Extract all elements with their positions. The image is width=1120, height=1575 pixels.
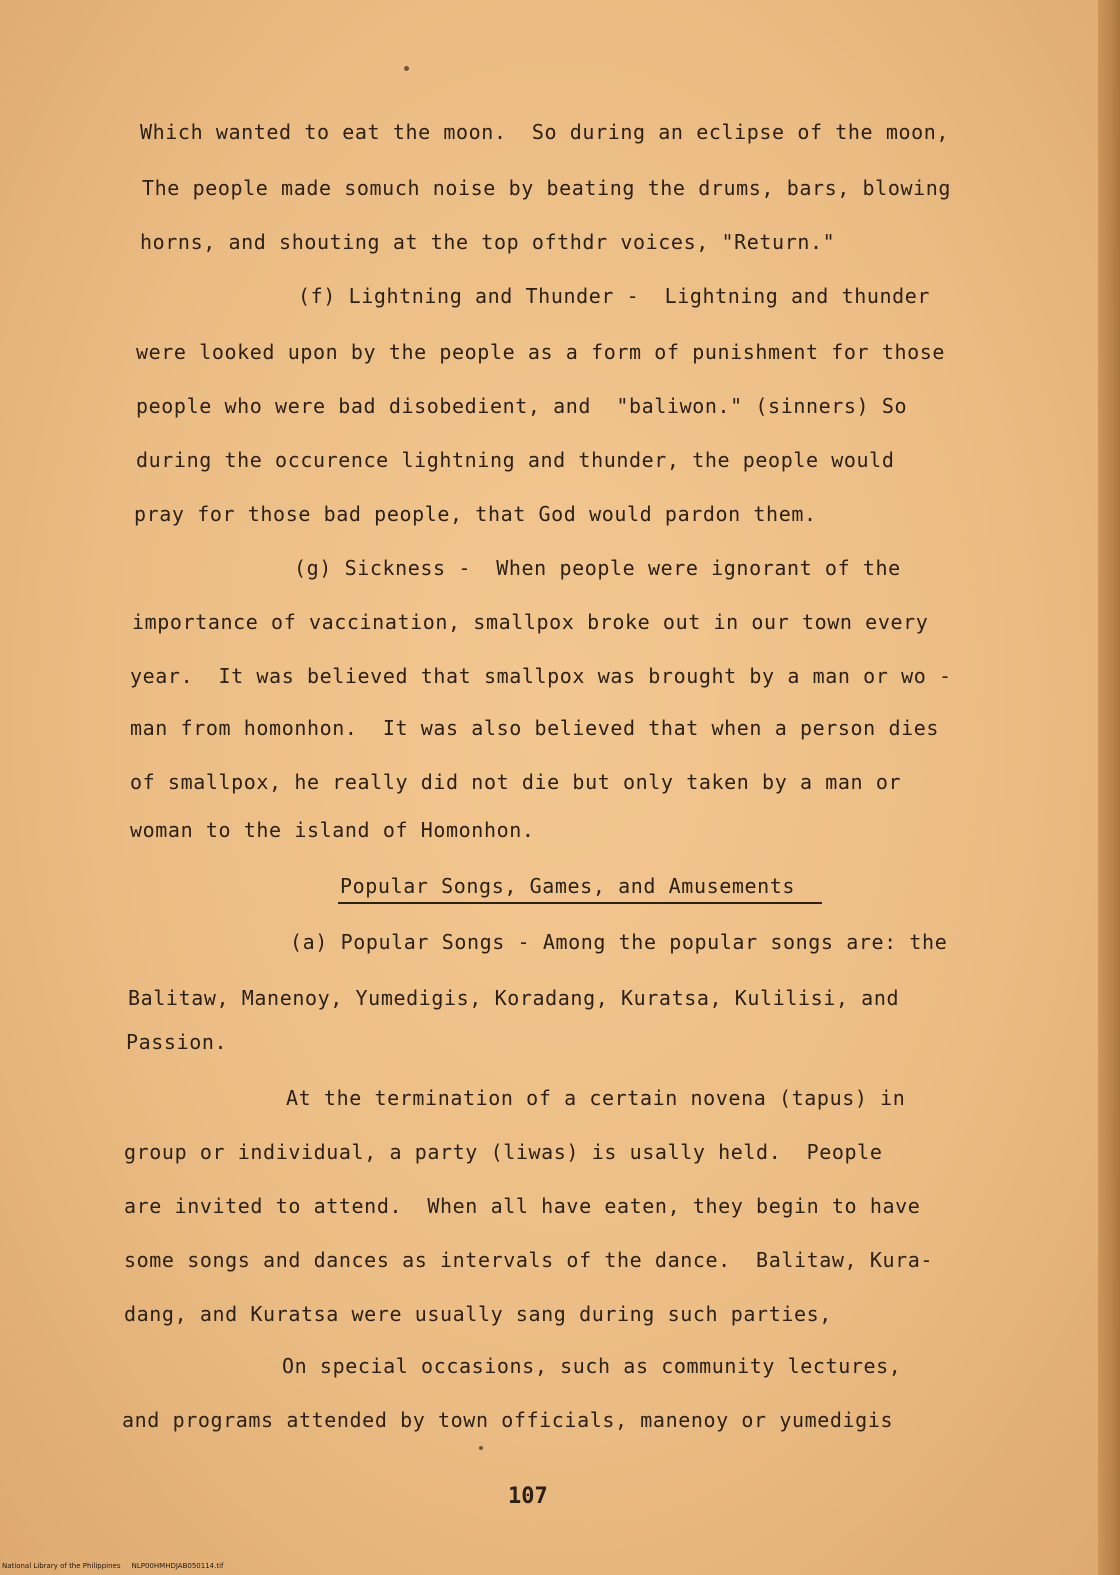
text-line: during the occurence lightning and thunder, the people would (136, 448, 895, 472)
text-line: are invited to attend. When all have eaten, they begin to have (124, 1194, 921, 1218)
text-line: man from homonhon. It was also believed that when a person dies (130, 716, 940, 740)
section-heading: Popular Songs, Games, and Amusements (340, 874, 796, 898)
text-line: Balitaw, Manenoy, Yumedigis, Koradang, Kuratsa, Kulilisi, and (128, 986, 900, 1010)
page-binding-edge (1098, 0, 1120, 1575)
text-line: woman to the island of Homonhon. (130, 818, 535, 842)
text-line: dang, and Kuratsa were usually sang during such parties, (124, 1302, 832, 1326)
text-line: importance of vaccination, smallpox broke out in our town every (132, 610, 929, 634)
text-line: On special occasions, such as community lectures, (282, 1354, 902, 1378)
stray-ink-dot (404, 66, 409, 71)
text-line: pray for those bad people, that God would pardon them. (134, 502, 817, 526)
page-number: 107 (508, 1484, 548, 1509)
text-line: horns, and shouting at the top ofthdr voices, "Return." (140, 230, 836, 254)
text-line: (a) Popular Songs - Among the popular songs are: the (290, 930, 948, 954)
text-line: At the termination of a certain novena (tapus) in (286, 1086, 906, 1110)
text-line: of smallpox, he really did not die but only taken by a man or (130, 770, 902, 794)
text-line: some songs and dances as intervals of the dance. Balitaw, Kura- (124, 1248, 934, 1272)
heading-underline (338, 902, 822, 904)
stray-ink-dot (479, 1446, 483, 1450)
text-line: Which wanted to eat the moon. So during an eclipse of the moon, (140, 120, 950, 144)
text-line: year. It was believed that smallpox was brought by a man or wo - (130, 664, 952, 688)
scan-footer: National Library of the Philippines NLP00HMHDJAB050114.tif (2, 1562, 224, 1570)
text-line: The people made somuch noise by beating the drums, bars, blowing (142, 176, 952, 200)
text-line: people who were bad disobedient, and "baliwon." (sinners) So (136, 394, 908, 418)
text-line: (f) Lightning and Thunder - Lightning and thunder (298, 284, 931, 308)
text-line: and programs attended by town officials, manenoy or yumedigis (122, 1408, 894, 1432)
text-line: Passion. (126, 1030, 228, 1054)
text-line: were looked upon by the people as a form of punishment for those (136, 340, 946, 364)
text-line: group or individual, a party (liwas) is usally held. People (124, 1140, 883, 1164)
text-line: (g) Sickness - When people were ignorant of the (294, 556, 901, 580)
